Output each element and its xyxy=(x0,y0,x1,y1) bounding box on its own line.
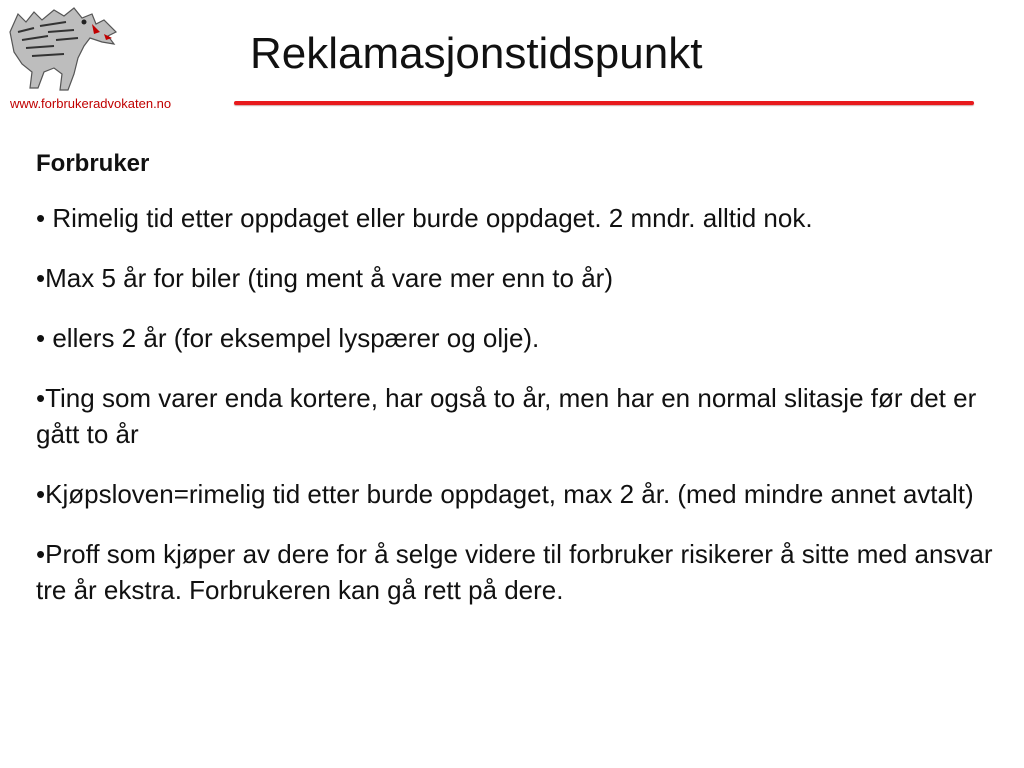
bullet-item: •Kjøpsloven=rimelig tid etter burde oppdaget, max 2 år. (med mindre annet avtalt) xyxy=(36,479,974,509)
site-url-link[interactable]: www.forbrukeradvokaten.no xyxy=(10,96,172,111)
bullet-item: • ellers 2 år (for eksempel lyspærer og olje). xyxy=(36,323,540,353)
bullet-item: •Proff som kjøper av dere for å selge videre til forbruker risikerer å sitte med ansvar tre år ekstra. Forbrukeren kan gå rett på dere. xyxy=(36,539,993,605)
wolf-logo-icon xyxy=(4,2,120,94)
bullet-item: •Max 5 år for biler (ting ment å vare mer enn to år) xyxy=(36,263,613,293)
bullet-item: •Ting som varer enda kortere, har også to år, men har en normal slitasje før det er gått to år xyxy=(36,383,977,449)
title-divider xyxy=(234,101,974,105)
bullet-item: • Rimelig tid etter oppdaget eller burde oppdaget. 2 mndr. alltid nok. xyxy=(36,203,813,233)
page-title: Reklamasjonstidspunkt xyxy=(250,29,703,78)
section-heading: Forbruker xyxy=(36,150,150,177)
slide-body xyxy=(36,148,996,632)
